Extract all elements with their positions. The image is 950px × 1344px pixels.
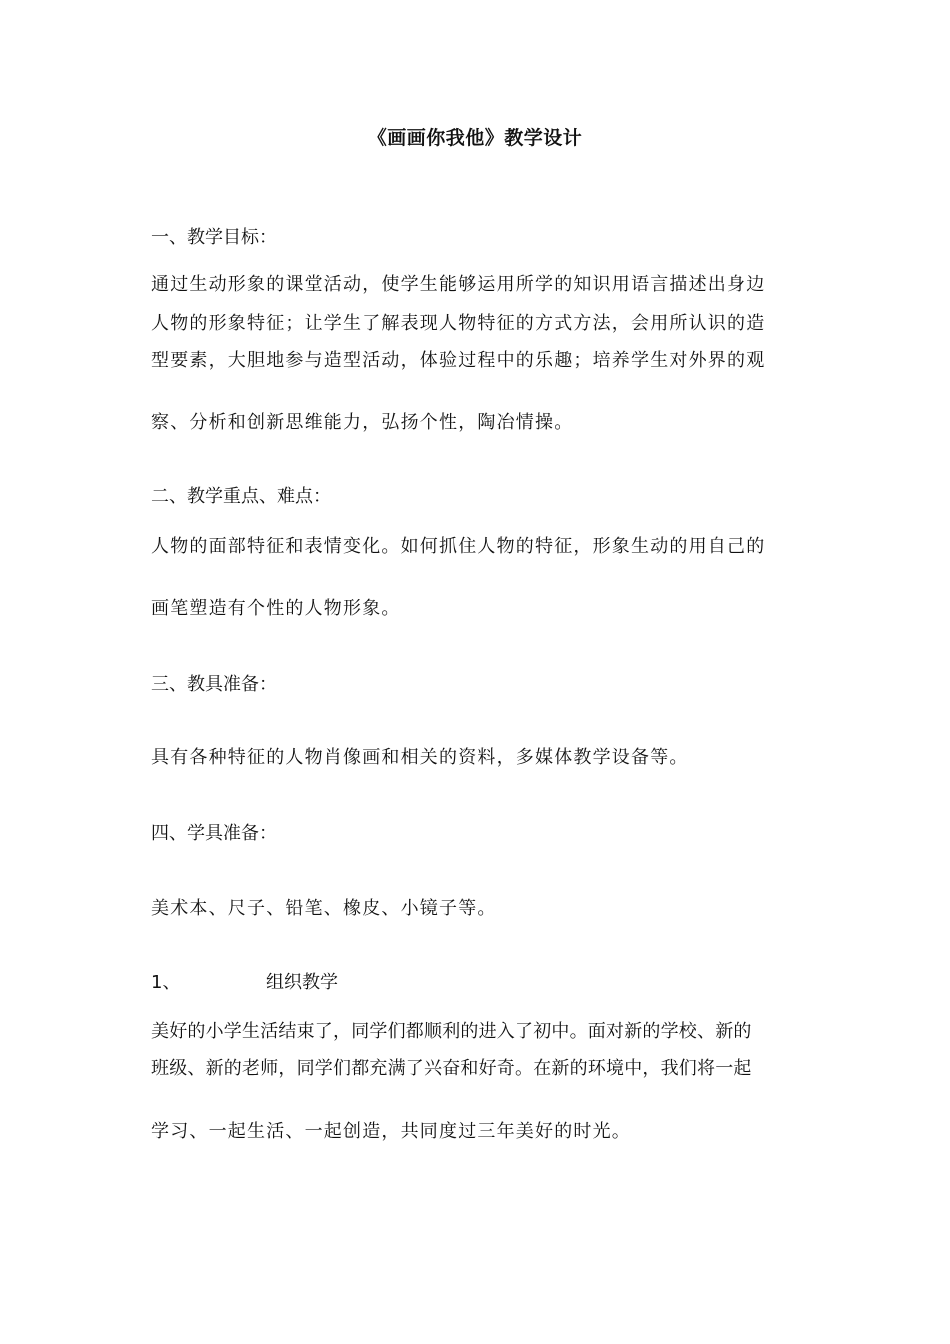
step-label: 组织教学 xyxy=(266,972,338,993)
section-heading-objectives: 一、教学目标： xyxy=(151,227,277,248)
paragraph-line: 班级、新的老师，同学们都充满了兴奋和好奇。在新的环境中，我们将一起 xyxy=(151,1058,752,1079)
section-heading-key-points: 二、教学重点、难点： xyxy=(151,486,331,507)
document-title: 《画画你我他》教学设计 xyxy=(367,127,583,149)
section-heading-student-aids: 四、学具准备： xyxy=(151,823,277,844)
paragraph-line: 美术本、尺子、铅笔、橡皮、小镜子等。 xyxy=(151,898,497,919)
paragraph-line: 通过生动形象的课堂活动，使学生能够运用所学的知识用语言描述出身边 xyxy=(151,274,766,295)
paragraph-line: 画笔塑造有个性的人物形象。 xyxy=(151,598,401,619)
step-number: 1、 xyxy=(151,972,181,993)
paragraph-line: 学习、一起生活、一起创造，共同度过三年美好的时光。 xyxy=(151,1121,631,1142)
paragraph-line: 人物的面部特征和表情变化。如何抓住人物的特征，形象生动的用自己的 xyxy=(151,536,766,557)
section-heading-teaching-aids: 三、教具准备： xyxy=(151,674,277,695)
paragraph-line: 人物的形象特征；让学生了解表现人物特征的方式方法，会用所认识的造 xyxy=(151,313,766,334)
paragraph-line: 具有各种特征的人物肖像画和相关的资料，多媒体教学设备等。 xyxy=(151,747,689,768)
paragraph-line: 察、分析和创新思维能力，弘扬个性，陶冶情操。 xyxy=(151,412,574,433)
paragraph-line: 型要素，大胆地参与造型活动，体验过程中的乐趣；培养学生对外界的观 xyxy=(151,350,766,371)
paragraph-line: 美好的小学生活结束了，同学们都顺利的进入了初中。面对新的学校、新的 xyxy=(151,1021,752,1042)
